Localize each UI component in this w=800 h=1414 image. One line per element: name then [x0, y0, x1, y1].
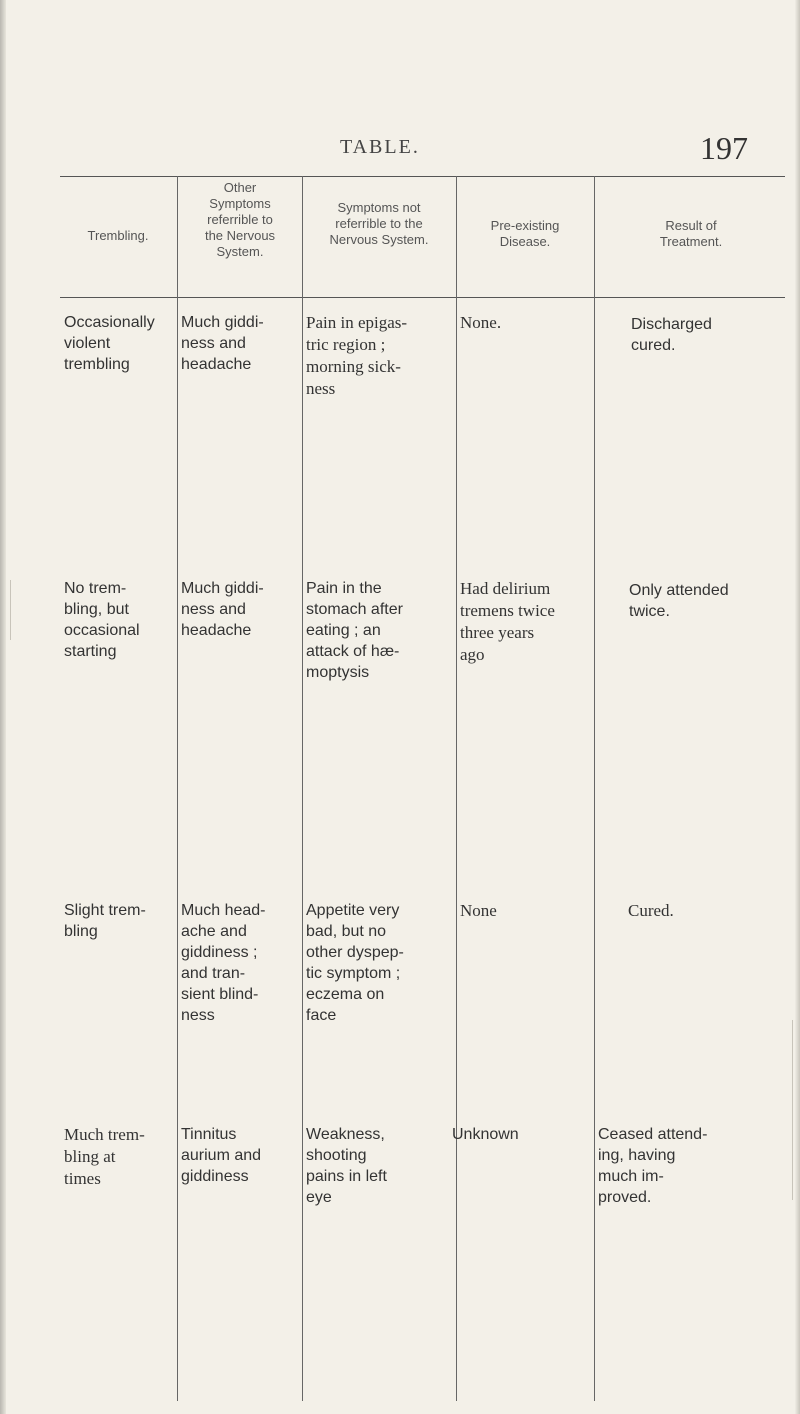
column-header-nervous-symptoms: Other Symptoms referrible to the Nervous System.: [204, 180, 276, 259]
table-row-4-non-nervous-symptoms: Weakness, shooting pains in left eye: [306, 1126, 387, 1206]
table-row-3-nervous-symptoms: Much head- ache and giddiness ; and tran- sient blind- ness: [181, 902, 266, 1024]
table-row-4-result: Ceased attend- ing, having much im- proved.: [598, 1126, 708, 1206]
page-right-edge: [795, 0, 800, 1414]
column-divider-3: [456, 176, 457, 1401]
scan-mark-right: [792, 1020, 793, 1200]
header-bottom-rule: [60, 297, 785, 298]
table-top-rule: [60, 176, 785, 177]
table-row-1-result: Discharged cured.: [631, 316, 712, 354]
column-divider-2: [302, 176, 303, 1401]
table-row-2-trembling: No trem- bling, but occasional starting: [64, 580, 140, 660]
table-row-4-nervous-symptoms: Tinnitus aurium and giddiness: [181, 1126, 262, 1185]
column-header-trembling: Trembling.: [87, 228, 149, 243]
column-header-result: Result of Treatment.: [659, 218, 723, 249]
table-row-3-non-nervous-symptoms: Appetite very bad, but no other dyspep- tic symptom ; eczema on face: [306, 902, 404, 1024]
page-left-edge: [0, 0, 6, 1414]
column-header-pre-existing-disease: Pre-existing Disease.: [490, 218, 560, 249]
table-row-4-trembling: Much trem- bling at times: [64, 1125, 145, 1188]
scan-mark-left: [10, 580, 11, 640]
column-divider-4: [594, 176, 595, 1401]
column-divider-1: [177, 176, 178, 1401]
table-row-3-trembling: Slight trem- bling: [64, 902, 146, 940]
running-head: [0, 130, 800, 166]
table-row-3-result: Cured.: [628, 901, 674, 920]
page-number: 197: [700, 130, 748, 166]
column-header-non-nervous-symptoms: Symptoms not referrible to the Nervous System.: [329, 200, 429, 247]
table-row-3-pre-existing-disease: None: [460, 901, 497, 920]
table-row-1-pre-existing-disease: None.: [460, 313, 502, 332]
table-row-1-nervous-symptoms: Much giddi- ness and headache: [181, 314, 264, 373]
table-row-1-non-nervous-symptoms: Pain in epigas- tric region ; morning sick- ness: [306, 313, 408, 398]
table-row-2-non-nervous-symptoms: Pain in the stomach after eating ; an attack of hæ- moptysis: [306, 580, 403, 681]
running-title: TABLE.: [340, 136, 420, 158]
table-row-2-pre-existing-disease: Had delirium tremens twice three years ago: [460, 579, 555, 664]
table-row-2-result: Only attended twice.: [629, 582, 729, 620]
table-row-1-trembling: Occasionally violent trembling: [64, 314, 155, 373]
table-row-4-pre-existing-disease: Unknown: [452, 1126, 519, 1143]
table-row-2-nervous-symptoms: Much giddi- ness and headache: [181, 580, 264, 639]
